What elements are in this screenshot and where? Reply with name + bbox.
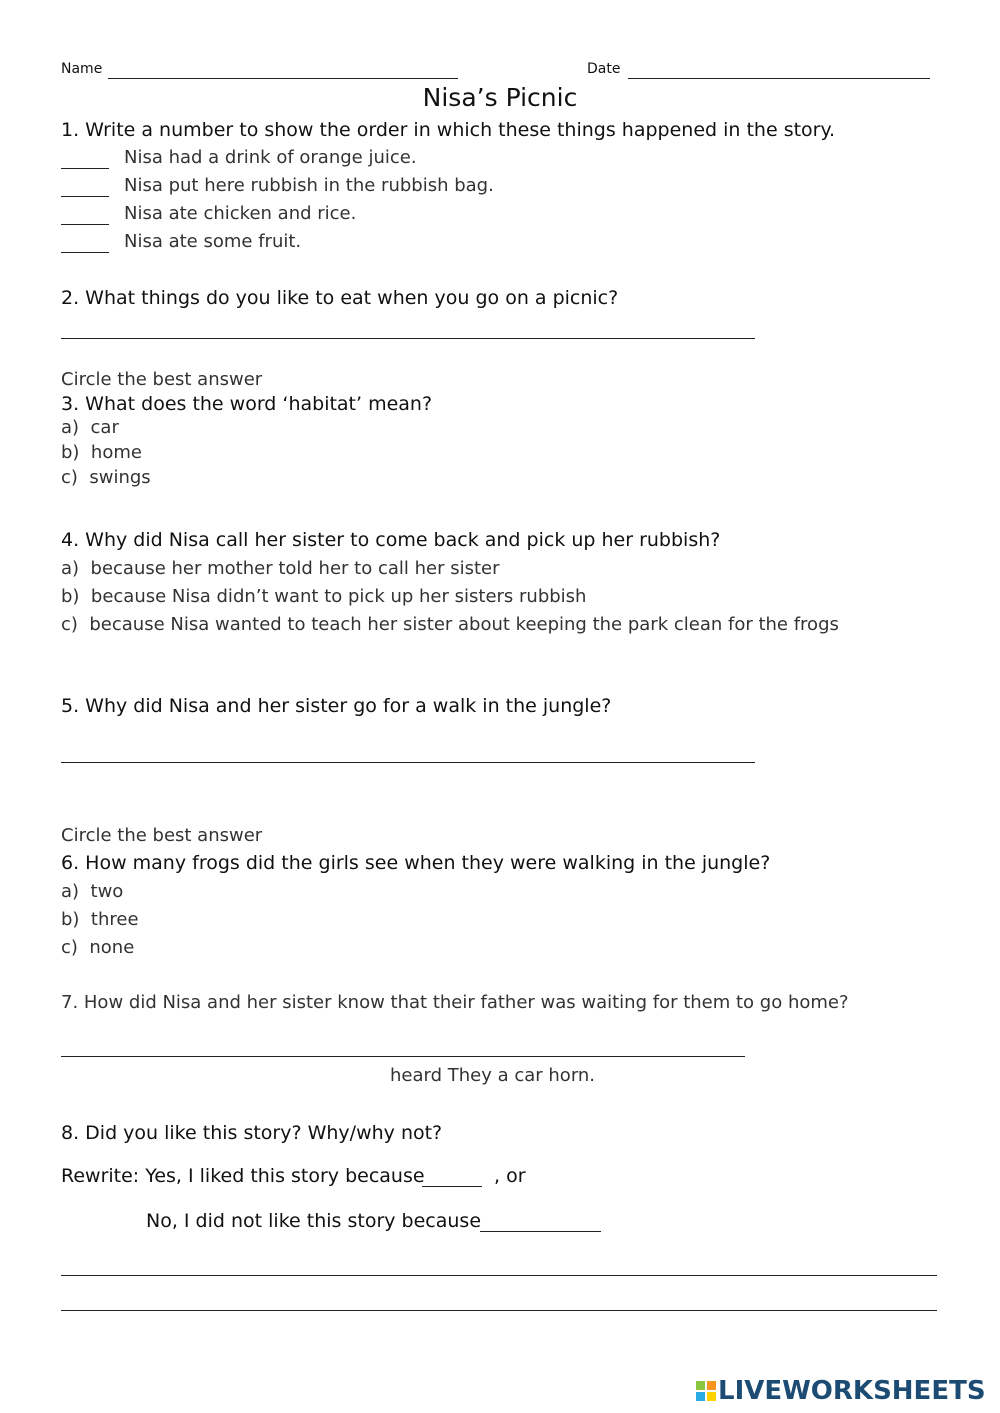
logo-text: LIVEWORKSHEETS	[718, 1376, 986, 1406]
rewrite-yes-input[interactable]	[422, 1166, 482, 1187]
instruction-6: Circle the best answer	[61, 825, 263, 846]
order-input-4[interactable]	[61, 232, 109, 253]
option-6a[interactable]	[61, 881, 123, 902]
option-text: three	[90, 909, 139, 930]
page-title: Nisa’s Picnic	[422, 83, 578, 112]
option-letter: c)	[61, 467, 78, 488]
order-input-2[interactable]	[61, 176, 109, 197]
rewrite-yes-prefix: Rewrite: Yes, I liked this story because	[61, 1165, 425, 1187]
question-4: 4. Why did Nisa call her sister to come back and pick up her rubbish?	[61, 529, 721, 551]
option-text: swings	[89, 467, 151, 488]
option-text: two	[90, 881, 124, 902]
option-text: because Nisa wanted to teach her sister about keeping the park clean for the frogs	[89, 614, 839, 635]
order-item-3: Nisa ate chicken and rice.	[124, 203, 357, 224]
option-letter: c)	[61, 614, 78, 635]
rewrite-no-input[interactable]	[480, 1211, 601, 1232]
word-bank-7: heard They a car horn.	[390, 1065, 596, 1086]
option-4b[interactable]	[61, 586, 586, 607]
option-letter: a)	[61, 881, 80, 902]
question-5: 5. Why did Nisa and her sister go for a walk in the jungle?	[61, 695, 612, 717]
option-letter: a)	[61, 417, 80, 438]
answer-input-5[interactable]	[61, 742, 755, 763]
answer-input-8-line-1[interactable]	[61, 1255, 937, 1276]
option-text: because her mother told her to call her sister	[90, 558, 500, 579]
option-letter: b)	[61, 586, 80, 607]
instruction-3: Circle the best answer	[61, 369, 263, 390]
question-7: 7. How did Nisa and her sister know that their father was waiting for them to go home?	[61, 992, 849, 1013]
option-4c[interactable]	[61, 614, 839, 635]
option-letter: b)	[61, 909, 80, 930]
option-6c[interactable]	[61, 937, 134, 958]
option-text: car	[90, 417, 119, 438]
name-input[interactable]	[108, 58, 458, 79]
option-3c[interactable]	[61, 467, 151, 488]
order-input-1[interactable]	[61, 148, 109, 169]
option-letter: b)	[61, 442, 80, 463]
order-item-1: Nisa had a drink of orange juice.	[124, 147, 417, 168]
date-label: Date	[587, 61, 621, 77]
question-1: 1. Write a number to show the order in which these things happened in the story.	[61, 119, 836, 141]
option-letter: c)	[61, 937, 78, 958]
option-3b[interactable]	[61, 442, 142, 463]
option-text: none	[89, 937, 135, 958]
option-3a[interactable]	[61, 417, 119, 438]
answer-input-8-line-2[interactable]	[61, 1290, 937, 1311]
date-input[interactable]	[628, 58, 930, 79]
order-item-4: Nisa ate some fruit.	[124, 231, 302, 252]
rewrite-yes-suffix: , or	[494, 1165, 526, 1187]
question-6: 6. How many frogs did the girls see when they were walking in the jungle?	[61, 852, 771, 874]
option-4a[interactable]	[61, 558, 500, 579]
option-letter: a)	[61, 558, 80, 579]
option-6b[interactable]	[61, 909, 139, 930]
option-text: because Nisa didn’t want to pick up her sisters rubbish	[90, 586, 587, 607]
order-input-3[interactable]	[61, 204, 109, 225]
question-8: 8. Did you like this story? Why/why not?	[61, 1122, 443, 1144]
option-text: home	[90, 442, 142, 463]
question-3: 3. What does the word ‘habitat’ mean?	[61, 393, 433, 415]
name-label: Name	[61, 61, 103, 77]
answer-input-7[interactable]	[61, 1036, 745, 1057]
order-item-2: Nisa put here rubbish in the rubbish bag.	[124, 175, 494, 196]
answer-input-2[interactable]	[61, 318, 755, 339]
liveworksheets-logo	[696, 1376, 986, 1406]
question-2: 2. What things do you like to eat when you go on a picnic?	[61, 287, 619, 309]
logo-squares-icon	[696, 1381, 716, 1401]
rewrite-no: No, I did not like this story because	[146, 1210, 482, 1232]
